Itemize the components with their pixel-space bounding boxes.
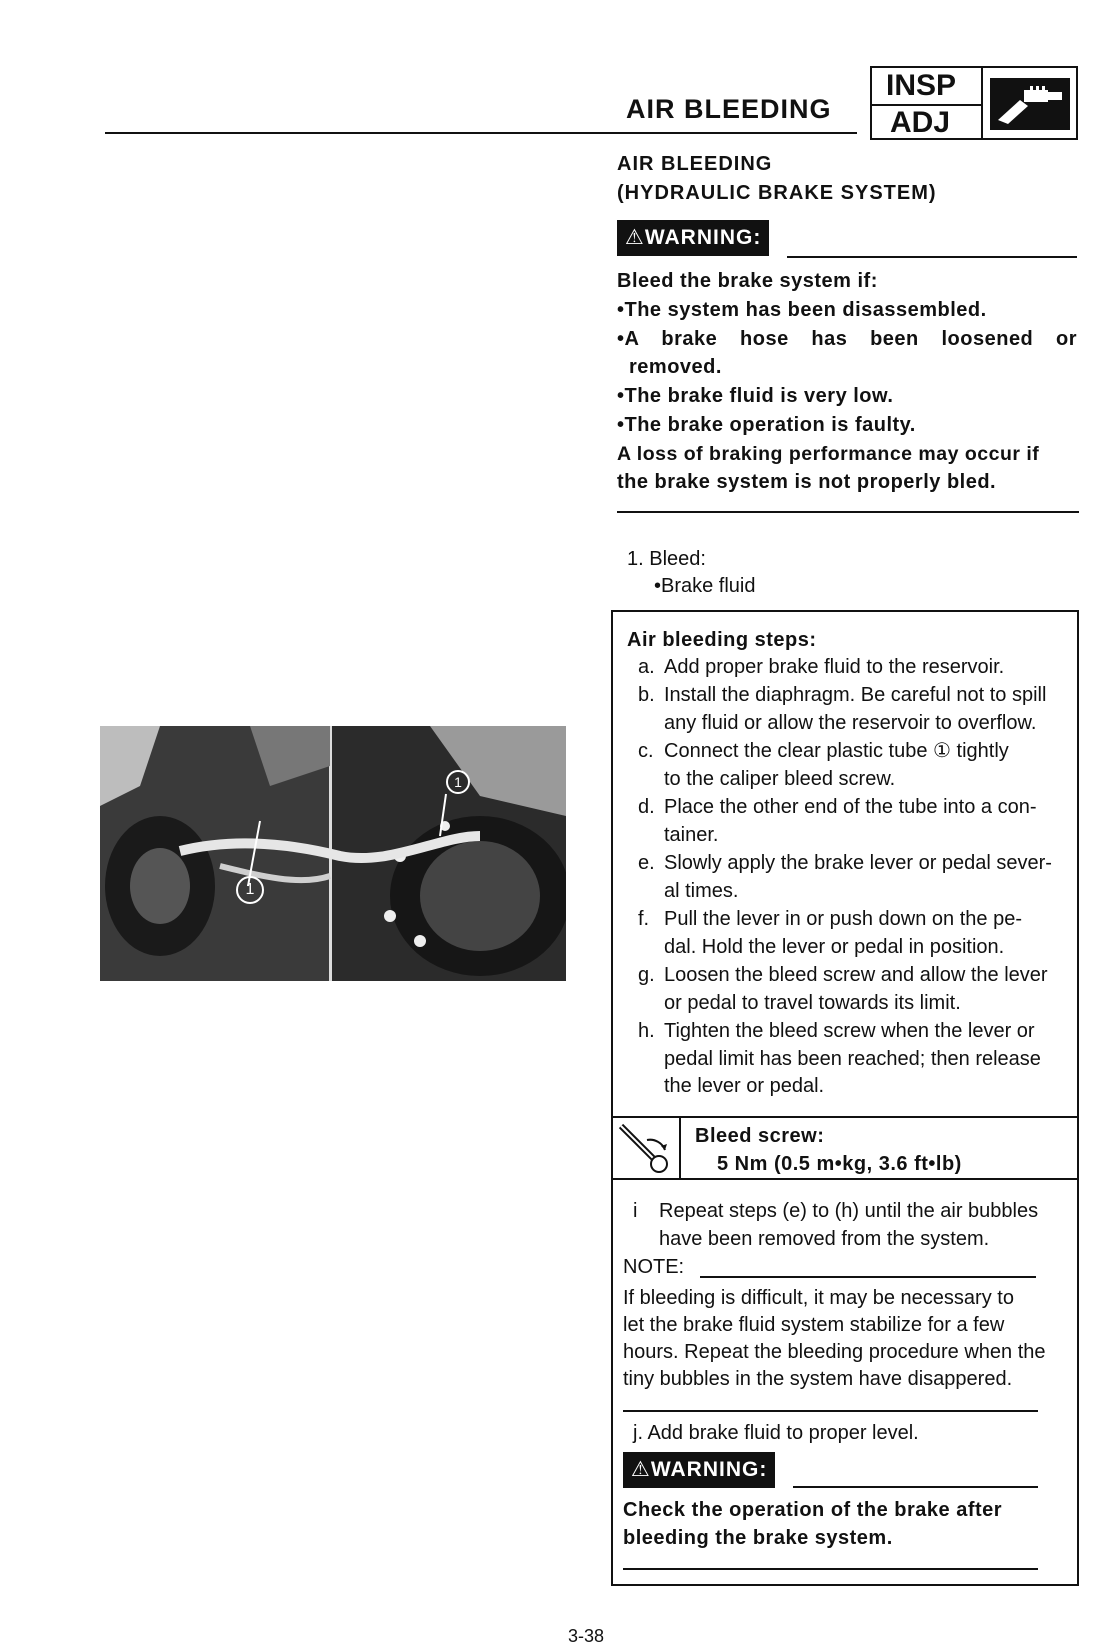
step-text: al times. bbox=[664, 880, 739, 902]
warning-intro: Bleed the brake system if: bbox=[617, 270, 878, 292]
step-letter: e. bbox=[638, 852, 655, 874]
warning-bullet: •A brake hose has been loosened or bbox=[617, 328, 1077, 350]
warning-conclusion: A loss of braking performance may occur if bbox=[617, 443, 1040, 465]
step-letter: h. bbox=[638, 1020, 655, 1042]
note-line: hours. Repeat the bleeding procedure when the bbox=[623, 1341, 1046, 1363]
torque-label: Bleed screw: bbox=[695, 1125, 825, 1147]
step-j: j. Add brake fluid to proper level. bbox=[633, 1422, 919, 1444]
warning-bullet: •The system has been disassembled. bbox=[617, 299, 987, 321]
step-text: Tighten the bleed screw when the lever or bbox=[664, 1020, 1035, 1042]
warning-text: Check the operation of the brake after bbox=[623, 1499, 1003, 1521]
wrench-tool-icon bbox=[990, 78, 1070, 130]
step-text: Add proper brake fluid to the reservoir. bbox=[664, 656, 1005, 678]
procedure-subitem: •Brake fluid bbox=[654, 575, 756, 597]
warning-text: bleeding the brake system. bbox=[623, 1527, 893, 1549]
step-letter: f. bbox=[638, 908, 650, 930]
callout-1: 1 bbox=[446, 770, 470, 794]
step-text: Pull the lever in or push down on the pe- bbox=[664, 908, 1022, 930]
step-text: Install the diaphragm. Be careful not to spill bbox=[664, 684, 1047, 706]
step-text: to the caliper bleed screw. bbox=[664, 768, 896, 790]
step-text: Slowly apply the brake lever or pedal sever- bbox=[664, 852, 1052, 874]
torque-rule-top bbox=[613, 1116, 1077, 1118]
badge-divider bbox=[981, 68, 983, 138]
note-rule bbox=[700, 1276, 1036, 1278]
warning-rule bbox=[787, 256, 1077, 258]
photo-illustration bbox=[100, 726, 566, 981]
steps-heading: Air bleeding steps: bbox=[627, 629, 817, 651]
section-subtitle: (HYDRAULIC BRAKE SYSTEM) bbox=[617, 182, 937, 204]
torque-divider bbox=[679, 1116, 681, 1180]
note-end-rule bbox=[623, 1410, 1038, 1412]
page-title: AIR BLEEDING bbox=[626, 94, 832, 124]
step-text: any fluid or allow the reservoir to overflow. bbox=[664, 712, 1037, 734]
step-text: Loosen the bleed screw and allow the lever bbox=[664, 964, 1048, 986]
step-text: pedal limit has been reached; then release bbox=[664, 1048, 1041, 1070]
badge-insp: INSP bbox=[886, 69, 957, 102]
header-rule bbox=[105, 132, 857, 134]
torque-wrench-icon bbox=[617, 1120, 675, 1176]
warning-end-rule bbox=[617, 511, 1079, 513]
step-letter: g. bbox=[638, 964, 655, 986]
section-badge bbox=[870, 66, 1078, 140]
warning-end-rule bbox=[623, 1568, 1038, 1570]
step-letter: i bbox=[633, 1200, 638, 1222]
warning-label: ⚠WARNING: bbox=[623, 1452, 775, 1488]
note-label: NOTE: bbox=[623, 1256, 685, 1278]
callout-1: 1 bbox=[236, 876, 264, 904]
torque-value: 5 Nm (0.5 m•kg, 3.6 ft•lb) bbox=[717, 1153, 962, 1175]
warning-label: ⚠WARNING: bbox=[617, 220, 769, 256]
step-text: dal. Hold the lever or pedal in position. bbox=[664, 936, 1005, 958]
step-text: have been removed from the system. bbox=[659, 1228, 990, 1250]
note-line: tiny bubbles in the system have disappered. bbox=[623, 1368, 1013, 1390]
step-text: Repeat steps (e) to (h) until the air bubbles bbox=[659, 1200, 1039, 1222]
page-number: 3-38 bbox=[568, 1626, 605, 1646]
step-letter: d. bbox=[638, 796, 655, 818]
brake-caliper-photo bbox=[100, 726, 566, 981]
note-line: If bleeding is difficult, it may be necessary to bbox=[623, 1287, 1014, 1309]
warning-bullet: •The brake operation is faulty. bbox=[617, 414, 916, 436]
procedure-item: 1. Bleed: bbox=[627, 548, 706, 570]
step-letter: b. bbox=[638, 684, 655, 706]
warning-conclusion: the brake system is not properly bled. bbox=[617, 471, 997, 493]
step-letter: a. bbox=[638, 656, 655, 678]
step-text: Connect the clear plastic tube ① tightly bbox=[664, 740, 1009, 762]
step-text: or pedal to travel towards its limit. bbox=[664, 992, 961, 1014]
step-text: the lever or pedal. bbox=[664, 1075, 825, 1097]
warning-rule bbox=[793, 1486, 1038, 1488]
step-text: Place the other end of the tube into a con- bbox=[664, 796, 1037, 818]
section-title: AIR BLEEDING bbox=[617, 153, 773, 175]
step-text: tainer. bbox=[664, 824, 719, 846]
badge-adj: ADJ bbox=[890, 106, 951, 139]
warning-bullet-cont: removed. bbox=[629, 356, 722, 378]
warning-bullet: •The brake fluid is very low. bbox=[617, 385, 894, 407]
air-bleeding-steps-box bbox=[611, 610, 1079, 1586]
note-line: let the brake fluid system stabilize for a few bbox=[623, 1314, 1005, 1336]
torque-rule-bottom bbox=[613, 1178, 1077, 1180]
step-letter: c. bbox=[638, 740, 654, 762]
